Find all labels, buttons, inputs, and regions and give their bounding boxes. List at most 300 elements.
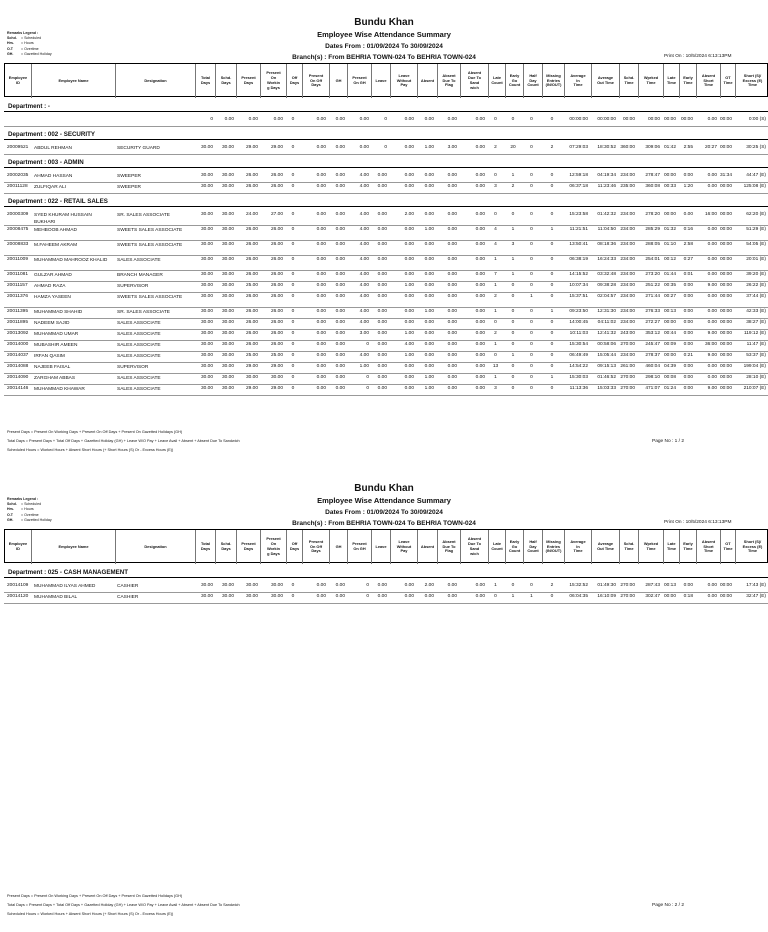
- header-label: [527, 540, 538, 554]
- value-cell: 2: [511, 184, 515, 189]
- header-label-line: Day: [529, 543, 537, 549]
- designation-cell: SECURITY GUARD: [117, 146, 160, 151]
- value-cell: 0.00: [424, 242, 434, 247]
- header-label-line: Schd.: [220, 75, 232, 81]
- value-cell: 09:23:50: [569, 309, 588, 314]
- row-divider: [4, 329, 768, 330]
- value-cell: 0.00: [447, 320, 457, 325]
- employee-name-cell: MEHBOOB AHMAD: [34, 228, 77, 233]
- header-label-line: Days: [221, 80, 231, 85]
- value-cell: 0.00: [359, 117, 369, 122]
- header-label-line: Early: [509, 72, 520, 78]
- value-cell: 06:37:18: [569, 184, 588, 189]
- header-label: [468, 537, 481, 556]
- value-cell: 353:12: [645, 331, 660, 336]
- value-cell: 29.00: [245, 364, 258, 369]
- header-label-line: Wprked: [643, 75, 659, 81]
- value-cell: 119:12 (E): [743, 331, 766, 336]
- value-cell: 26.00: [270, 227, 283, 232]
- value-cell: 0: [511, 375, 515, 380]
- value-cell: 0: [550, 272, 554, 277]
- value-cell: 0.00: [475, 331, 485, 336]
- value-cell: 0.00: [424, 257, 434, 262]
- value-cell: 00:13: [663, 309, 676, 314]
- header-label: [527, 74, 538, 88]
- header-label-line: wich: [470, 84, 479, 90]
- employee-id-cell: 20011395: [7, 309, 28, 314]
- column-header-cell: [542, 64, 564, 98]
- header-label-line: Out Time: [597, 546, 614, 551]
- value-cell: 0.00: [377, 173, 387, 178]
- value-cell: 2: [550, 145, 554, 150]
- designation-cell: SALES ASSOCIATE: [117, 332, 161, 337]
- value-cell: 0: [366, 583, 369, 588]
- row-divider: [4, 384, 768, 385]
- header-label-line: Time: [747, 82, 757, 88]
- value-cell: 1:20: [683, 184, 693, 189]
- employee-id-cell: 20000309: [7, 212, 29, 217]
- value-cell: 0.00: [316, 173, 326, 178]
- value-cell: 30.00: [200, 309, 213, 314]
- value-cell: 0: [530, 375, 533, 380]
- value-cell: 0: [530, 320, 533, 325]
- value-cell: 29.00: [245, 145, 258, 150]
- value-cell: 30.00: [221, 331, 234, 336]
- header-label-line: Sand: [469, 80, 480, 85]
- value-cell: 27.00: [270, 212, 283, 217]
- header-label-line: Count: [508, 548, 521, 554]
- value-cell: 0: [550, 594, 554, 599]
- row-divider: [4, 292, 768, 293]
- value-cell: 00:00: [719, 320, 732, 325]
- value-cell: 0: [550, 257, 554, 262]
- value-cell: 15:30:03: [569, 375, 588, 380]
- value-cell: 0.00: [316, 342, 326, 347]
- value-cell: 4.00: [404, 342, 414, 347]
- column-header-cell: [390, 530, 417, 564]
- value-cell: 0: [530, 331, 533, 336]
- value-cell: 278:47: [645, 173, 660, 178]
- value-cell: 0.00: [377, 184, 387, 189]
- value-cell: 0.00: [475, 184, 485, 189]
- value-cell: 00:08: [663, 375, 676, 380]
- header-label-line: Count: [527, 82, 539, 88]
- value-cell: 1: [494, 375, 497, 380]
- column-header-cell: [236, 530, 260, 564]
- value-cell: 0.00: [335, 242, 345, 247]
- value-cell: 0.00: [447, 173, 457, 178]
- value-cell: 30.00: [221, 283, 234, 288]
- value-cell: 0.00: [359, 145, 369, 150]
- value-cell: 0: [530, 272, 533, 277]
- header-label: [491, 76, 502, 86]
- header-label-line: Time: [573, 548, 583, 554]
- header-label: [375, 79, 386, 84]
- value-cell: 30.00: [221, 353, 234, 358]
- value-cell: 26.00: [245, 342, 258, 347]
- value-cell: 00:00: [663, 320, 676, 325]
- value-cell: 0.00: [447, 272, 457, 277]
- value-cell: 00:33: [663, 184, 676, 189]
- header-label-line: Short: [703, 77, 714, 83]
- column-header-cell: [542, 530, 564, 564]
- value-cell: 0.00: [377, 583, 387, 588]
- value-cell: 54:05 (E): [746, 242, 766, 247]
- header-label-line: Average: [597, 75, 614, 81]
- header-label-line: Time: [646, 80, 656, 85]
- value-cell: 0: [494, 212, 497, 217]
- header-label: [723, 542, 732, 552]
- value-cell: 0.00: [475, 386, 485, 391]
- value-cell: 4.00: [359, 184, 369, 189]
- header-label-line: Employee Name: [58, 543, 89, 549]
- column-header-cell: [696, 64, 720, 98]
- value-cell: 0: [511, 386, 515, 391]
- value-cell: 0.00: [404, 173, 414, 178]
- legend-item: [7, 518, 52, 523]
- value-cell: 0.00: [377, 353, 387, 358]
- value-cell: 0: [384, 117, 387, 122]
- date-range: Dates From : 01/09/2024 To 30/09/2024: [325, 509, 443, 516]
- employee-name-cell: AHMAD HASSAN: [34, 174, 73, 179]
- value-cell: 0.00: [377, 364, 387, 369]
- value-cell: 0.00: [424, 294, 434, 299]
- value-cell: 30.00: [221, 257, 234, 262]
- header-label-line: Count: [491, 546, 503, 551]
- value-cell: 0:00: [683, 375, 693, 380]
- value-cell: 0: [366, 342, 369, 347]
- value-cell: 26.00: [270, 320, 283, 325]
- value-cell: 2: [550, 583, 554, 588]
- column-header-cell: [31, 530, 115, 564]
- value-cell: 30.00: [200, 227, 213, 232]
- header-label-line: Days: [311, 548, 321, 554]
- value-cell: 11:21:51: [569, 227, 588, 232]
- value-cell: 12:41:32: [597, 331, 616, 336]
- header-label: [683, 76, 693, 86]
- column-header-cell: [460, 530, 488, 564]
- value-cell: 09:15:13: [597, 364, 616, 369]
- value-cell: 0.00: [377, 309, 387, 314]
- legend-item: [7, 52, 52, 57]
- value-cell: 4: [494, 242, 497, 247]
- employee-id-cell: 20014088: [7, 364, 29, 369]
- header-label-line: Sand: [469, 546, 480, 551]
- employee-name-cell: ZARGHAM ABBAS: [34, 376, 76, 381]
- value-cell: 01:10: [663, 242, 676, 247]
- column-header-cell: [505, 530, 523, 564]
- legend-value: = Scheduled: [21, 502, 42, 507]
- value-cell: 01:49:30: [597, 583, 616, 588]
- value-cell: 30.00: [221, 294, 234, 299]
- header-label-line: Present: [308, 538, 324, 544]
- column-header-cell: [286, 64, 302, 98]
- value-cell: 32:47 (E): [746, 594, 766, 599]
- value-cell: 0.00: [475, 309, 485, 314]
- value-cell: 0: [291, 331, 295, 336]
- value-cell: 0: [494, 173, 497, 178]
- value-cell: 199:04 (E): [743, 364, 766, 369]
- value-cell: 0: [530, 184, 533, 189]
- column-header-cell: [505, 64, 523, 98]
- value-cell: 234:00: [620, 242, 635, 247]
- value-cell: 0.00: [475, 320, 485, 325]
- value-cell: 0.00: [475, 283, 485, 288]
- footer-note: Total Days = Present Days + Total Off Days + Gazetted Holiday (GH) + Leave W/O Pay + Leave Avail + Absent + Absent Due To Sandwich: [7, 903, 240, 908]
- branch-range: Branch(s) : From BEHRIA TOWN-024 To BEHRIA TOWN-024: [292, 520, 476, 527]
- value-cell: 0.00: [316, 184, 326, 189]
- header-label: [702, 540, 715, 554]
- value-cell: 0.00: [475, 342, 485, 347]
- header-label: [546, 74, 562, 88]
- value-cell: 0.00: [316, 117, 326, 122]
- value-cell: 00:00: [663, 117, 676, 122]
- header-label-line: Go: [511, 77, 518, 83]
- employee-id-cell: 20014037: [7, 353, 29, 358]
- header-label-line: Time: [703, 548, 713, 554]
- value-cell: 0.00: [447, 242, 457, 247]
- header-label-line: Absent: [701, 72, 716, 78]
- value-cell: 1: [550, 227, 554, 232]
- value-cell: 0.00: [335, 145, 345, 150]
- value-cell: 26.00: [270, 242, 283, 247]
- value-cell: 16:00: [704, 212, 717, 217]
- value-cell: 30.00: [200, 583, 213, 588]
- value-cell: 234:00: [620, 257, 635, 262]
- header-label-line: On GH: [353, 546, 366, 551]
- value-cell: 0:00: [683, 342, 693, 347]
- value-cell: 20:27: [704, 145, 717, 150]
- value-cell: 0: [494, 594, 497, 599]
- value-cell: 30.00: [200, 272, 213, 277]
- employee-name-cell: NAJEEB FAISAL: [34, 365, 71, 370]
- header-label-line: Time: [666, 80, 676, 85]
- header-label-line: Due To: [468, 541, 481, 547]
- value-cell: 0: [210, 117, 213, 122]
- column-header-cell: [564, 530, 591, 564]
- header-label-line: Time: [573, 82, 583, 88]
- row-divider: [4, 225, 768, 226]
- value-cell: 0.00: [377, 257, 387, 262]
- value-cell: 0.00: [707, 583, 717, 588]
- value-cell: 09:38:28: [597, 283, 616, 288]
- value-cell: 0.00: [316, 212, 326, 217]
- value-cell: 9.00: [707, 353, 717, 358]
- value-cell: 26.00: [245, 184, 258, 189]
- value-cell: 0: [291, 283, 295, 288]
- value-cell: 14:00:45: [569, 320, 588, 325]
- column-header-cell: [488, 64, 505, 98]
- value-cell: 0: [511, 294, 515, 299]
- value-cell: 273:20: [645, 272, 660, 277]
- value-cell: 0: [511, 320, 515, 325]
- value-cell: 0.00: [316, 583, 326, 588]
- value-cell: 26.00: [245, 272, 258, 277]
- value-cell: 0: [511, 309, 515, 314]
- header-label-line: Flag: [445, 82, 453, 88]
- value-cell: 0.00: [377, 294, 387, 299]
- value-cell: 26.00: [270, 173, 283, 178]
- value-cell: 0.00: [335, 320, 345, 325]
- value-cell: 0: [494, 320, 497, 325]
- value-cell: 0: [366, 386, 369, 391]
- header-label-line: OT: [725, 75, 731, 81]
- value-cell: 1.00: [424, 375, 434, 380]
- value-cell: 0.00: [424, 342, 434, 347]
- value-cell: 0.00: [707, 257, 717, 262]
- value-cell: 30.00: [200, 294, 213, 299]
- value-cell: 0.00: [424, 353, 434, 358]
- employee-id-cell: 20014000: [7, 342, 29, 347]
- value-cell: 30.00: [270, 583, 283, 588]
- header-label-line: On Off: [309, 543, 323, 549]
- row-divider: [4, 373, 768, 374]
- value-cell: 0.00: [707, 375, 717, 380]
- value-cell: 00:00: [719, 212, 732, 217]
- value-cell: 2:55: [683, 145, 693, 150]
- value-cell: 0: [291, 320, 295, 325]
- value-cell: 0.00: [316, 353, 326, 358]
- header-label-line: Flag: [445, 548, 453, 554]
- value-cell: 0.00: [335, 364, 345, 369]
- value-cell: 30.00: [221, 227, 234, 232]
- header-label-line: Average: [570, 72, 586, 78]
- department-divider: [4, 139, 768, 140]
- value-cell: 270:00: [620, 594, 635, 599]
- value-cell: 00:00: [719, 353, 732, 358]
- value-cell: 1.00: [404, 283, 414, 288]
- legend-key: O.T: [7, 46, 13, 51]
- value-cell: 00:12: [663, 257, 676, 262]
- value-cell: 13: [492, 364, 499, 369]
- value-cell: 15:23:58: [569, 212, 588, 217]
- employee-id-cell: 20011081: [7, 272, 28, 277]
- row-divider: [4, 182, 768, 183]
- report-page-2: [0, 466, 768, 932]
- value-cell: 30.00: [221, 184, 234, 189]
- value-cell: 1.00: [359, 364, 369, 369]
- value-cell: 00:35: [663, 283, 676, 288]
- value-cell: 29.00: [270, 386, 283, 391]
- value-cell: 15:03:33: [597, 386, 616, 391]
- value-cell: 01:42:32: [597, 212, 616, 217]
- value-cell: 0.00: [316, 320, 326, 325]
- header-label: [624, 542, 635, 552]
- header-label: [309, 540, 323, 554]
- value-cell: 26.00: [270, 184, 283, 189]
- value-cell: 12:31:30: [597, 309, 616, 314]
- header-label-line: Pay: [400, 548, 408, 554]
- row-divider: [4, 307, 768, 308]
- column-header-cell: [371, 64, 390, 98]
- value-cell: 0: [530, 257, 533, 262]
- value-cell: 00:00: [719, 331, 732, 336]
- value-cell: 1: [511, 272, 515, 277]
- value-cell: 0:21: [683, 353, 693, 358]
- value-cell: 15:30:54: [569, 342, 588, 347]
- header-label-line: Off: [291, 75, 298, 81]
- value-cell: 0: [550, 331, 554, 336]
- department-divider: [4, 111, 768, 112]
- header-label-line: Days: [200, 80, 211, 85]
- value-cell: 0.00: [475, 294, 485, 299]
- header-label-line: Time: [683, 80, 693, 85]
- value-cell: 00:00: [719, 386, 732, 391]
- header-label-line: Present: [241, 541, 256, 547]
- header-label-line: Present: [308, 72, 324, 78]
- value-cell: 0: [530, 353, 533, 358]
- value-cell: 0.00: [475, 242, 485, 247]
- column-header-cell: [638, 64, 663, 98]
- value-cell: 0: [550, 242, 554, 247]
- header-label-line: (IN/OUT): [545, 82, 562, 88]
- value-cell: 00:00: [719, 257, 732, 262]
- value-cell: 18:30:52: [597, 145, 616, 150]
- header-label: [468, 71, 481, 90]
- employee-name-cell: ABDUL REHMAN: [34, 146, 72, 151]
- value-cell: 234:00: [620, 309, 635, 314]
- employee-id-cell: 20011376: [7, 294, 28, 299]
- employee-name-cell: GULZAR AHMAD: [34, 273, 72, 278]
- employee-name-cell: AHMAD RAZA: [34, 284, 66, 289]
- value-cell: 0.00: [424, 272, 434, 277]
- header-label-line: Early: [509, 538, 520, 544]
- header-label-line: Workin: [266, 80, 281, 85]
- value-cell: 08:18:36: [597, 242, 616, 247]
- value-cell: 0:27: [683, 257, 693, 262]
- value-cell: 234:00: [620, 227, 635, 232]
- value-cell: 0.00: [707, 227, 717, 232]
- header-label-line: Without: [396, 543, 412, 549]
- column-header-cell: [390, 64, 417, 98]
- value-cell: 1.00: [404, 353, 414, 358]
- value-cell: 1.00: [404, 331, 414, 336]
- value-cell: 0: [550, 117, 554, 122]
- header-label-line: Total: [200, 541, 210, 547]
- employee-name-cell: IRFAN QASIM: [34, 354, 65, 359]
- header-label-line: Leave: [375, 77, 387, 83]
- value-cell: 0.00: [447, 583, 457, 588]
- header-label: [241, 76, 255, 86]
- value-cell: 0.00: [377, 386, 387, 391]
- value-cell: 0.00: [475, 117, 485, 122]
- value-cell: 31:34: [719, 173, 732, 178]
- employee-id-cell: 20011009: [7, 257, 28, 262]
- value-cell: 4.00: [359, 294, 369, 299]
- value-cell: 01:44: [663, 272, 676, 277]
- value-cell: 0.00: [335, 594, 345, 599]
- employee-id-cell: 20008475: [7, 227, 29, 232]
- value-cell: 0.00: [335, 212, 345, 217]
- value-cell: 0: [550, 294, 554, 299]
- value-cell: 15:37:51: [569, 294, 588, 299]
- value-cell: 0: [291, 364, 295, 369]
- value-cell: 12:59:18: [569, 173, 588, 178]
- value-cell: 0.00: [424, 594, 434, 599]
- employee-name-cell: HAMZA YASEEN: [34, 295, 71, 300]
- department-heading: Department : 002 - SECURITY: [8, 131, 95, 138]
- value-cell: 0.00: [316, 283, 326, 288]
- value-cell: 0.00: [335, 375, 345, 380]
- value-cell: 30.00: [245, 583, 258, 588]
- employee-id-cell: 20014120: [7, 594, 29, 599]
- footer-note: Total Days = Present Days + Total Off Days + Gazetted Holiday (GH) + Leave W/O Pay + Leave Avail + Absent + Absent Due To Sandwich: [7, 439, 240, 444]
- column-header-cell: [195, 530, 215, 564]
- value-cell: 0.00: [404, 257, 414, 262]
- value-cell: 0: [511, 583, 515, 588]
- value-cell: 0.00: [475, 375, 485, 380]
- row-divider: [4, 603, 768, 604]
